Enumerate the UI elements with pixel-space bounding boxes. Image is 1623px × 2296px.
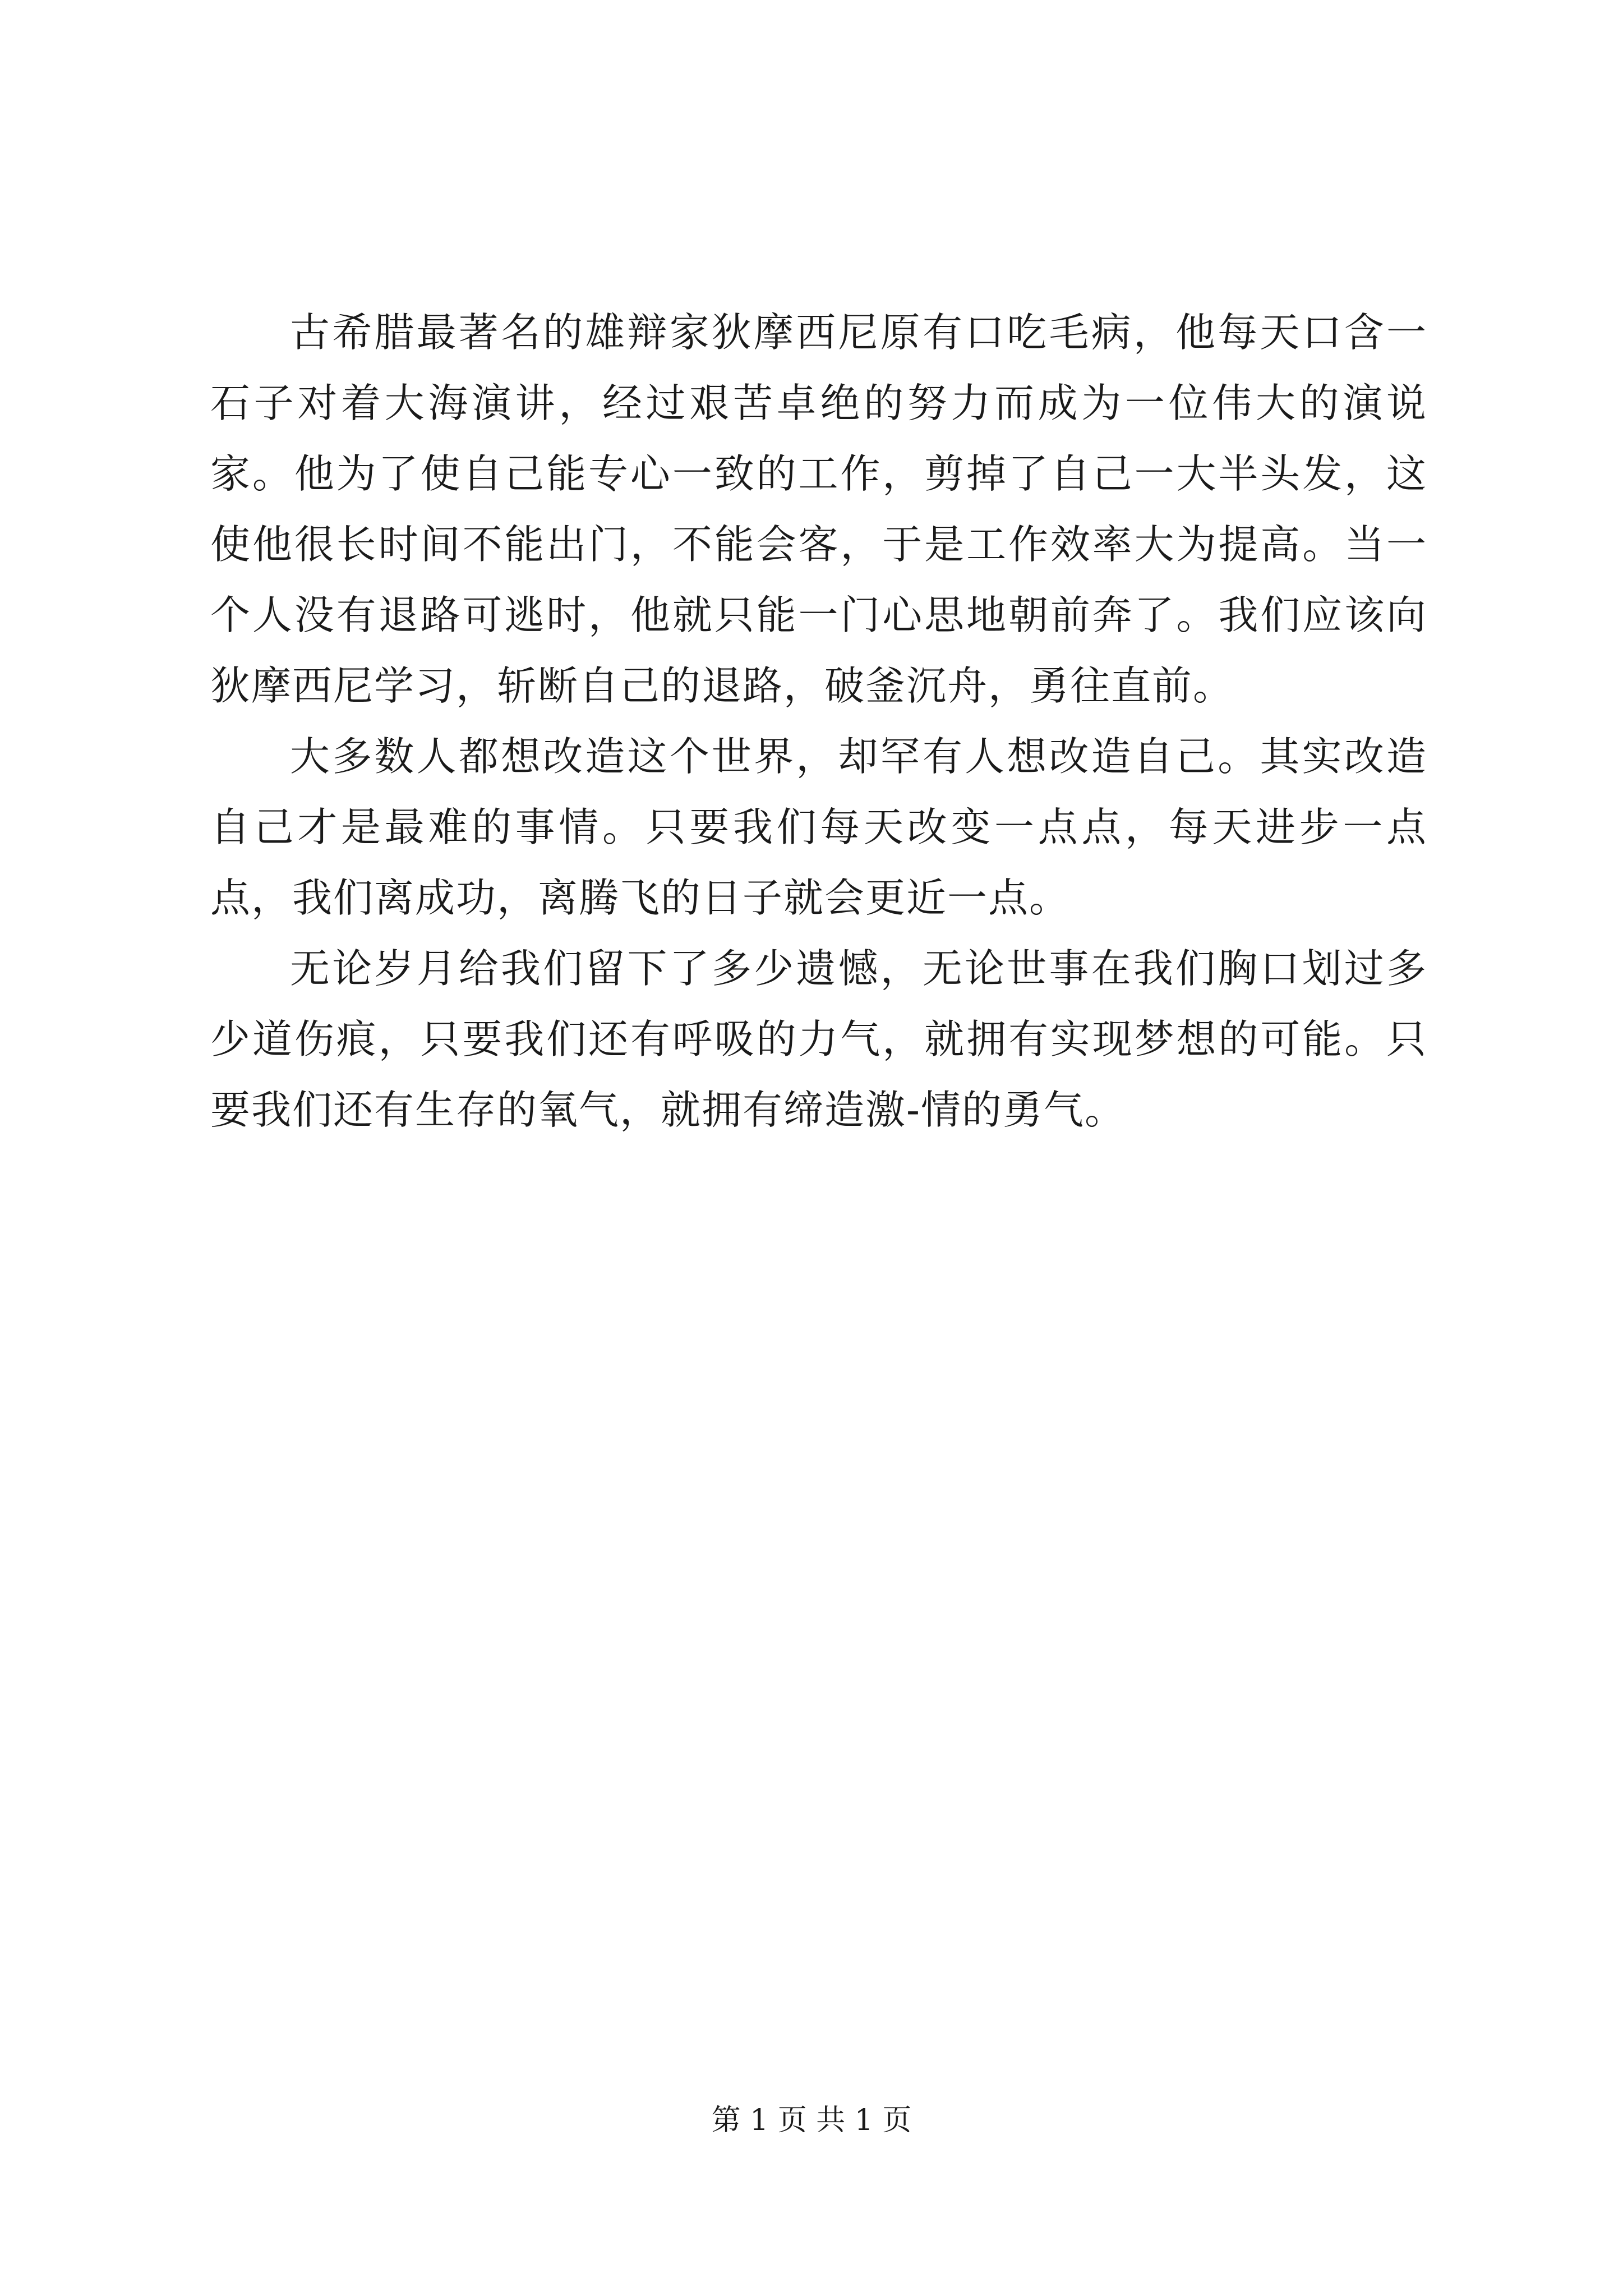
paragraph-2: 大多数人都想改造这个世界，却罕有人想改造自己。其实改造自己才是最难的事情。只要我们每天改变一点点，每天进步一点点，我们离成功，离腾飞的日子就会更近一点。 [210,733,1427,921]
paragraph-1: 古希腊最著名的雄辩家狄摩西尼原有口吃毛病，他每天口含一石子对着大海演讲，经过艰苦卓绝的努力而成为一位伟大的演说家。他为了使自己能专心一致的工作，剪掉了自己一大半头发，这使他很长时间不能出门，不能会客，于是工作效率大为提高。当一个人没有退路可逃时，他就只能一门心思地朝前奔了。我们应该向狄摩西尼学习，斩断自己的退路，破釜沉舟，勇往直前。 [210,309,1427,709]
paragraph-3: 无论岁月给我们留下了多少遗憾，无论世事在我们胸口划过多少道伤痕，只要我们还有呼吸的力气，就拥有实现梦想的可能。只要我们还有生存的氧气，就拥有缔造激-情的勇气。 [210,945,1427,1133]
document-body [210,297,1427,1145]
page-number-footer: 第 1 页 共 1 页 [711,2104,912,2137]
